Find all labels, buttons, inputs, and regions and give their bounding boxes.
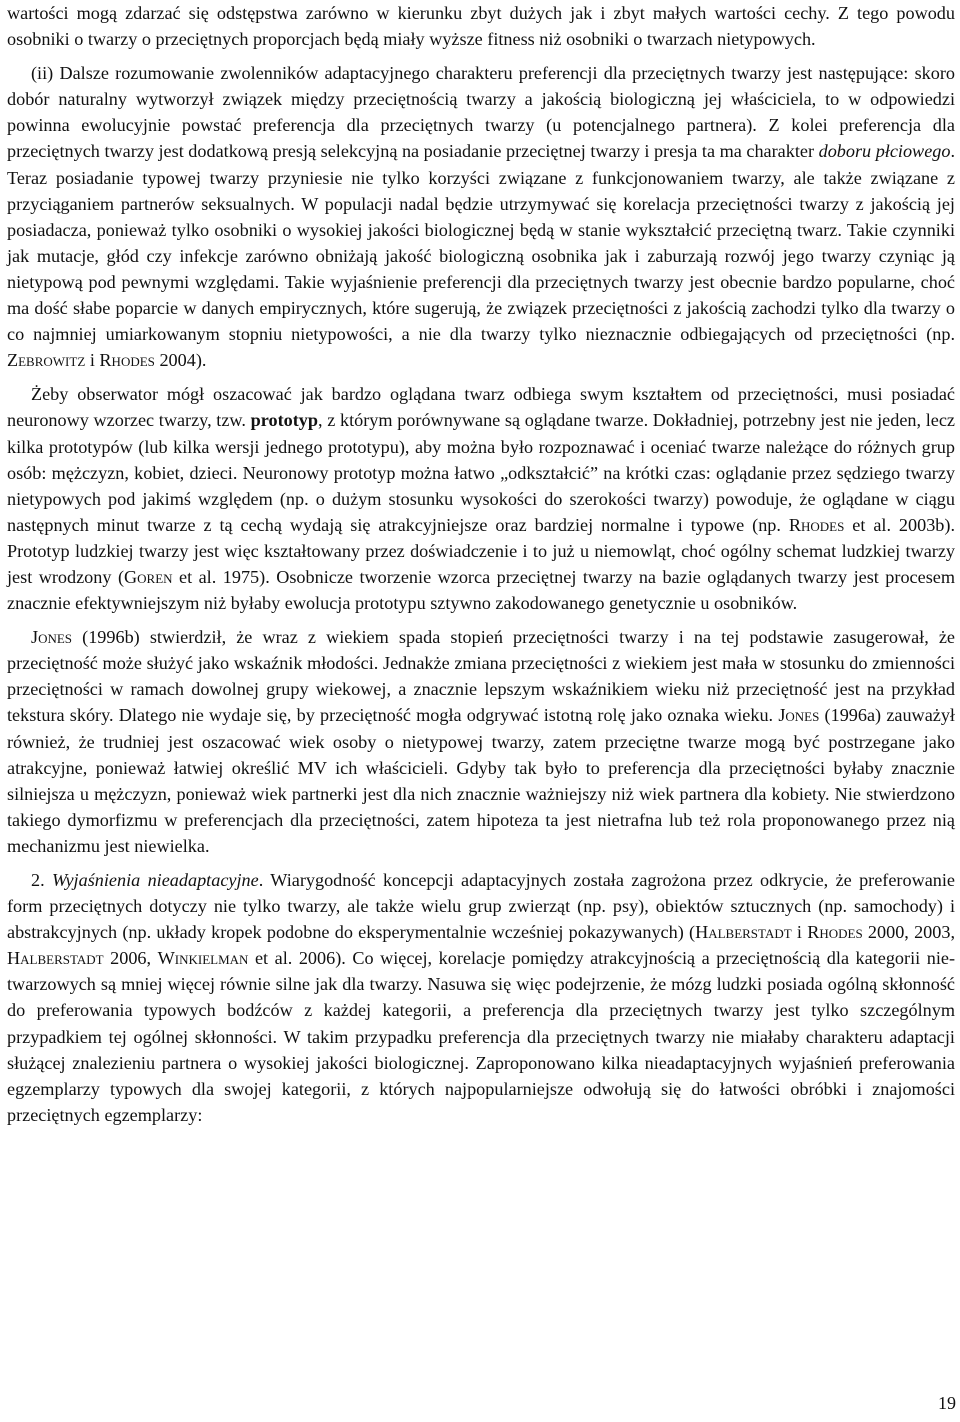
author-citation: Jones	[778, 705, 820, 726]
author-citation: Winkielman	[157, 948, 249, 969]
italic-term: doboru płciowego	[818, 141, 951, 162]
author-citation: Goren	[124, 566, 173, 587]
paragraph-prototype: Żeby obserwator mógł oszacować jak bardzo oglądana twarz odbiega swym kształtem od przeciętności, musi posiadać neuronowy wzorzec twarzy, tzw. prototyp, z którym porównywane są oglądane twarze. Dokładniej, potrzebny jest nie jeden, lecz kilka prototypów (lub kilka wersji jednego prototypu), aby można było rozpoznawać i oceniać twarze należące do różnych grup osób: mężczyzn, kobiet, dzieci. Neuronowy prototyp można łatwo „odkształcić” na krótki czas: oglądanie przez sędziego twarzy nietypowych pod jakimś względem (np. o dużym stosunku wysokości do szerokości twarzy) powoduje, że oglądane w ciągu następnych minut twarze z tą cechą wydają się atrakcyjniejsze oraz bardziej normalne i typowe (np. Rhodes et al. 2003b). Prototyp ludzkiej twarzy jest więc kształtowany przez doświadczenie i to już u niemowląt, choć ogólny schemat ludzkiej twarzy jest wrodzony (Goren et al. 1975). Osobnicze tworzenie wzorca przeciętnej twarzy na bazie oglądanych twarzy jest procesem znacznie efektywniejszym niż byłaby ewolucja prototypu sztywno zakodowanego genetycznie u osobników.	[7, 384, 955, 614]
author-citation: Rhodes	[99, 350, 155, 371]
document-page	[7, 0, 955, 1128]
author-citation: Jones	[31, 627, 73, 648]
page-number: 19	[938, 1393, 956, 1413]
author-citation: Rhodes	[788, 514, 845, 535]
author-citation: Zebrowitz	[7, 350, 86, 371]
author-citation: Halberstadt	[695, 922, 792, 943]
author-citation: Rhodes	[807, 922, 863, 943]
author-citation: Halberstadt	[7, 948, 104, 969]
bold-term: prototyp	[250, 410, 318, 431]
paragraph-age-indicator: Jones (1996b) stwierdził, że wraz z wiekiem spada stopień przeciętności twarzy i na tej podstawie zasugerował, że przeciętność może służyć jako wskaźnik młodości. Jednakże zmiana przeciętności z wiekiem jest mała w stosunku do zmienności przeciętności w ramach dowolnej grupy wiekowej, a znacznie lepszym wskaźnikiem wieku niż przeciętność jest na przykład tekstura skóry. Dlatego nie wydaje się, by przeciętność mogła odgrywać istotną rolę jako oznaka wieku. Jones (1996a) zauważył również, że trudniej jest oszacować wiek osoby o nietypowej twarzy, zatem przeciętne twarze mogą być postrzegane jako atrakcyjne, ponieważ łatwiej określić MV ich właścicieli. Gdyby tak było to preferencja dla przeciętności byłaby znacznie silniejsza u mężczyzn, ponieważ wiek partnerki jest dla nich znacznie ważniejszy niż wiek partnera dla kobiety. Nie stwierdzono takiego dymorfizmu w preferencjach dla przeciętności, zatem hipoteza ta jest nietrafna lub też rola proponowanego przez nią mechanizmu jest niewielka.	[7, 627, 955, 856]
paragraph-continuation: wartości mogą zdarzać się odstępstwa zarówno w kierunku zbyt dużych jak i zbyt małych wartości cechy. Z tego powodu osobniki o twarzy o przeciętnych proporcjach będą miały wyższe fitness niż osobniki o twarzach nietypowych.	[7, 3, 955, 50]
paragraph-adaptive-preference: (ii) Dalsze rozumowanie zwolenników adaptacyjnego charakteru preferencji dla przeciętnych twarzy jest następujące: skoro dobór naturalny wytworzył związek między przeciętnością twarzy a jakością biologiczną jej właściciela, to w odpowiedzi powinna ewolucyjnie powstać preferencja dla przeciętnych twarzy (u potencjalnego partnera). Z kolei preferencja dla przeciętnych twarzy jest dodatkową presją selekcyjną na posiadanie przeciętnej twarzy i presja ta ma charakter doboru płciowego. Teraz posiadanie typowej twarzy przyniesie nie tylko korzyści związane z funkcjonowaniem twarzy, ale także związane z przyciąganiem partnerów seksualnych. W populacji nadal będzie utrzymywać się korelacja przeciętności twarzy z jakością jej posiadacza, ponieważ tylko osobniki o wysokiej jakości biologicznej będą w stanie wykształcić przeciętną twarz. Takie czynniki jak mutacje, głód czy infekcje zarówno obniżają jakość biologiczną osobnika jak i zaburzają rozwój jego twarzy czyniąc ją nietypową pod pewnymi względami. Takie wyjaśnienie preferencji dla przeciętnych twarzy jest obecnie bardzo popularne, choć ma dość słabe poparcie w danych empirycznych, które sugerują, że związek przeciętności z jakością zachodzi tylko dla twarzy o co najmniej umiarkowanym stopniu nietypowości, a nie dla twarzy tylko nieznacznie odbiegających od przeciętności (np. Zebrowitz i Rhodes 2004).	[7, 63, 955, 371]
paragraph-nonadaptive: 2. Wyjaśnienia nieadaptacyjne. Wiarygodność koncepcji adaptacyjnych została zagrożona przez odkrycie, że preferowanie form przeciętnych dotyczy nie tylko twarzy, ale także wielu grup zwierząt (np. psy), obiektów sztucznych (np. samochody) i abstrakcyjnych (np. układy kropek podobne do eksperymentalnie wcześniej pokazywanych) (Halberstadt i Rhodes 2000, 2003, Halberstadt 2006, Winkielman et al. 2006). Co więcej, korelacje pomiędzy atrakcyjnością a przeciętnością dla kategorii nie-twarzowych są mniej więcej równie silne jak dla twarzy. Nasuwa się więc podejrzenie, że mózg ludzki posiada ogólną skłonność do preferowania typowych bodźców z każdej kategorii, a preferencja dla przeciętnych twarzy jest tylko szczególnym przypadkiem tej ogólnej skłonności. W takim przypadku preferencja dla przeciętnych twarzy nie miałaby charakteru adaptacji służącej znalezieniu partnera o wysokiej jakości biologicznej. Zaproponowano kilka nieadaptacyjnych wyjaśnień preferowania egzemplarzy typowych dla swojej kategorii, z których najpopularniejsze odwołują się do łatwości obróbki i znajomości przeciętnych egzemplarzy:	[7, 870, 956, 1125]
section-heading-italic: Wyjaśnienia nieadaptacyjne	[52, 870, 259, 890]
